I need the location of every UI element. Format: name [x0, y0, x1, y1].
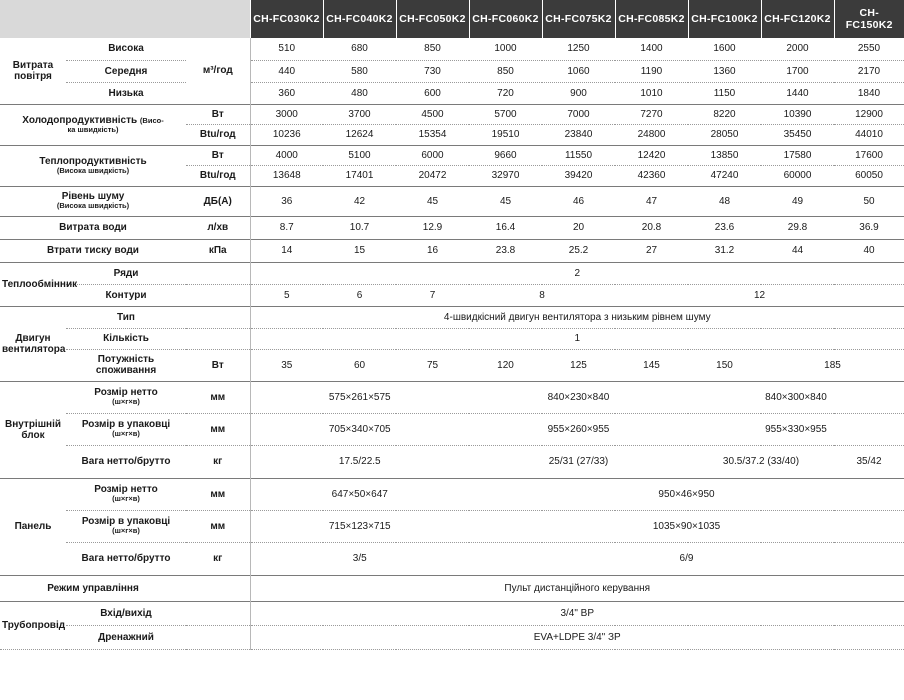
heating-btu-unit: Btu/год	[186, 165, 250, 186]
control-label: Режим управління	[0, 575, 186, 601]
cell: 1250	[542, 38, 615, 60]
cooling-btu-unit: Btu/год	[186, 124, 250, 145]
cell: 17.5/22.5	[250, 445, 469, 478]
empty-unit	[186, 601, 250, 625]
rows-label: Ряди	[66, 262, 186, 284]
table-row	[0, 145, 904, 165]
noise-label: Рівень шуму	[61, 191, 125, 203]
net-size-label: Розмір нетто	[94, 484, 158, 496]
cell: 1150	[688, 82, 761, 104]
heating-note: (Висока швидкість)	[56, 165, 130, 175]
cell: 35450	[761, 124, 834, 145]
cell: 31.2	[688, 239, 761, 262]
cell: 1440	[761, 82, 834, 104]
power-unit: Вт	[186, 349, 250, 381]
cell: 50	[834, 186, 904, 216]
cell: 2550	[834, 38, 904, 60]
net-size-label: Розмір нетто	[94, 387, 158, 399]
cell: 150	[688, 349, 761, 381]
cell: 3000	[250, 104, 323, 124]
cell: 17600	[834, 145, 904, 165]
cell: 7000	[542, 104, 615, 124]
empty-unit	[186, 328, 250, 349]
cell: 2000	[761, 38, 834, 60]
cell: 1060	[542, 60, 615, 82]
table-row	[0, 381, 904, 413]
mm-unit: мм	[186, 478, 250, 510]
cell: 60050	[834, 165, 904, 186]
circuits-label: Контури	[66, 284, 186, 306]
cell: 955×260×955	[469, 413, 688, 445]
cell: 647×50×647	[250, 478, 469, 510]
cell: 35	[250, 349, 323, 381]
cell: 705×340×705	[250, 413, 469, 445]
noise-note: (Висока швидкість)	[56, 201, 130, 211]
qty-label: Кількість	[66, 328, 186, 349]
cell: 5100	[323, 145, 396, 165]
cooling-label-cell	[0, 104, 186, 145]
net-size-label-cell	[66, 381, 186, 413]
cell: 5700	[469, 104, 542, 124]
dims-note: (ш×г×в)	[112, 429, 140, 439]
model-header: CH-FC060K2	[469, 0, 542, 38]
table-row	[0, 575, 904, 601]
cell: 75	[396, 349, 469, 381]
pressure-loss-unit: кПа	[186, 239, 250, 262]
cell: 1000	[469, 38, 542, 60]
weight-label: Вага нетто/брутто	[66, 445, 186, 478]
header-blank	[0, 0, 250, 38]
cooling-label: Холодопродуктивність	[22, 114, 138, 126]
cell: 120	[469, 349, 542, 381]
cell: 8	[469, 284, 615, 306]
table-row	[0, 445, 904, 478]
cell: 360	[250, 82, 323, 104]
pressure-loss-label: Втрати тиску води	[0, 239, 186, 262]
empty-unit	[186, 284, 250, 306]
cell: 1010	[615, 82, 688, 104]
airflow-label: Витрата повітря	[0, 38, 66, 104]
cell: 49	[761, 186, 834, 216]
cell: 42	[323, 186, 396, 216]
cell: 715×123×715	[250, 510, 469, 542]
cell: 730	[396, 60, 469, 82]
cell: 680	[323, 38, 396, 60]
cell: 575×261×575	[250, 381, 469, 413]
empty-unit	[186, 306, 250, 328]
cell: 6000	[396, 145, 469, 165]
cell: 440	[250, 60, 323, 82]
cell: 60	[323, 349, 396, 381]
cell: 40	[834, 239, 904, 262]
cell: 27	[615, 239, 688, 262]
cell: 6	[323, 284, 396, 306]
cell: 955×330×955	[688, 413, 904, 445]
cell: 29.8	[761, 216, 834, 239]
cell: 3/4" ВР	[250, 601, 904, 625]
cell: 44010	[834, 124, 904, 145]
cell: 2170	[834, 60, 904, 82]
cell: 12.9	[396, 216, 469, 239]
mm-unit: мм	[186, 381, 250, 413]
table-row	[0, 38, 904, 60]
table-row	[0, 478, 904, 510]
table-row	[0, 216, 904, 239]
cell: 17401	[323, 165, 396, 186]
cell: 16.4	[469, 216, 542, 239]
cell: 8.7	[250, 216, 323, 239]
cell: 5	[250, 284, 323, 306]
table-row	[0, 413, 904, 445]
cell: 42360	[615, 165, 688, 186]
cell: 25.2	[542, 239, 615, 262]
airflow-unit: м³/год	[186, 38, 250, 104]
kg-unit: кг	[186, 542, 250, 575]
model-header: CH-FC120K2	[761, 0, 834, 38]
cell: 1700	[761, 60, 834, 82]
cell: 20472	[396, 165, 469, 186]
cell: 2	[250, 262, 904, 284]
cell: 1035×90×1035	[469, 510, 904, 542]
cell: 125	[542, 349, 615, 381]
inout-label: Вхід/вихід	[66, 601, 186, 625]
mm-unit: мм	[186, 510, 250, 542]
cell: 1840	[834, 82, 904, 104]
model-header: CH-FC100K2	[688, 0, 761, 38]
cell: 25/31 (27/33)	[469, 445, 688, 478]
cell: 24800	[615, 124, 688, 145]
table-row	[0, 239, 904, 262]
airflow-medium-label: Середня	[66, 60, 186, 82]
cell: 14	[250, 239, 323, 262]
pkg-size-label: Розмір в упаковці	[81, 419, 171, 431]
cell: 47240	[688, 165, 761, 186]
water-flow-unit: л/хв	[186, 216, 250, 239]
piping-label: Трубопровід	[0, 601, 66, 649]
cell: 46	[542, 186, 615, 216]
empty-unit	[186, 575, 250, 601]
heating-w-unit: Вт	[186, 145, 250, 165]
model-header: CH-FC050K2	[396, 0, 469, 38]
airflow-high-label: Висока	[66, 38, 186, 60]
cell: 580	[323, 60, 396, 82]
weight-label: Вага нетто/брутто	[66, 542, 186, 575]
table-row	[0, 262, 904, 284]
table-row	[0, 306, 904, 328]
cell: 7270	[615, 104, 688, 124]
cell: 36	[250, 186, 323, 216]
table-row	[0, 510, 904, 542]
model-header: CH-FC030K2	[250, 0, 323, 38]
table-row	[0, 542, 904, 575]
heat-exchanger-label: Теплообмінник	[0, 262, 66, 306]
cell: 12420	[615, 145, 688, 165]
cell: 7	[396, 284, 469, 306]
cell: 950×46×950	[469, 478, 904, 510]
cell: 13850	[688, 145, 761, 165]
water-flow-label: Витрата води	[0, 216, 186, 239]
cell: 1	[250, 328, 904, 349]
table-row	[0, 186, 904, 216]
table-row	[0, 625, 904, 649]
cell: 36.9	[834, 216, 904, 239]
header-row	[0, 0, 904, 38]
noise-unit: ДБ(А)	[186, 186, 250, 216]
cell: 23.8	[469, 239, 542, 262]
cell: 4-швидкісний двигун вентилятора з низьким рівнем шуму	[250, 306, 904, 328]
dims-note: (ш×г×в)	[112, 397, 140, 407]
cell: 16	[396, 239, 469, 262]
model-header: CH-FC150K2	[834, 0, 904, 38]
kg-unit: кг	[186, 445, 250, 478]
airflow-low-label: Низька	[66, 82, 186, 104]
table-row	[0, 601, 904, 625]
cell: 35/42	[834, 445, 904, 478]
cell: 1360	[688, 60, 761, 82]
cell: 12900	[834, 104, 904, 124]
cell: 30.5/37.2 (33/40)	[688, 445, 834, 478]
model-header: CH-FC085K2	[615, 0, 688, 38]
table-row	[0, 104, 904, 124]
cell: 48	[688, 186, 761, 216]
table-row	[0, 328, 904, 349]
cell: 20.8	[615, 216, 688, 239]
cell: 47	[615, 186, 688, 216]
heating-label: Теплопродуктивність	[39, 155, 147, 167]
cell: 19510	[469, 124, 542, 145]
cell: 850	[396, 38, 469, 60]
cell: 12624	[323, 124, 396, 145]
cell: 15354	[396, 124, 469, 145]
table-row	[0, 60, 904, 82]
pkg-size-label: Розмір в упаковці	[81, 516, 171, 528]
empty-unit	[186, 625, 250, 649]
panel-label: Панель	[0, 478, 66, 575]
cell: 17580	[761, 145, 834, 165]
cell: 185	[761, 349, 904, 381]
cell: 720	[469, 82, 542, 104]
pkg-size-label-cell	[66, 413, 186, 445]
cell: 900	[542, 82, 615, 104]
cell: 28050	[688, 124, 761, 145]
cell: 20	[542, 216, 615, 239]
cell: 4000	[250, 145, 323, 165]
model-header: CH-FC040K2	[323, 0, 396, 38]
cell: 1600	[688, 38, 761, 60]
cell: 3700	[323, 104, 396, 124]
cell: 480	[323, 82, 396, 104]
cell: 10390	[761, 104, 834, 124]
empty-unit	[186, 262, 250, 284]
mm-unit: мм	[186, 413, 250, 445]
net-size-label-cell	[66, 478, 186, 510]
cell: 8220	[688, 104, 761, 124]
cell: 10.7	[323, 216, 396, 239]
cell: 44	[761, 239, 834, 262]
cell: 23840	[542, 124, 615, 145]
cooling-note-b: ка швидкість)	[67, 124, 119, 134]
cell: 840×300×840	[688, 381, 904, 413]
power-label: Потужність споживання	[66, 349, 186, 381]
cell: 10236	[250, 124, 323, 145]
fan-motor-label: Двигун вентилятора	[0, 306, 66, 381]
indoor-unit-label: Внутрішній блок	[0, 381, 66, 478]
dims-note: (ш×г×в)	[112, 526, 140, 536]
dims-note: (ш×г×в)	[112, 494, 140, 504]
cooling-note-a: (Висо-	[139, 115, 164, 125]
cell: Пульт дистанційного керування	[250, 575, 904, 601]
cell: 1190	[615, 60, 688, 82]
cell: 9660	[469, 145, 542, 165]
type-label: Тип	[66, 306, 186, 328]
cell: 12	[615, 284, 904, 306]
cell: EVA+LDPE 3/4" ЗР	[250, 625, 904, 649]
table-row	[0, 284, 904, 306]
cell: 510	[250, 38, 323, 60]
cell: 840×230×840	[469, 381, 688, 413]
cell: 6/9	[469, 542, 904, 575]
cell: 600	[396, 82, 469, 104]
cell: 45	[396, 186, 469, 216]
pkg-size-label-cell	[66, 510, 186, 542]
cell: 1400	[615, 38, 688, 60]
cell: 11550	[542, 145, 615, 165]
cell: 39420	[542, 165, 615, 186]
cell: 32970	[469, 165, 542, 186]
cell: 15	[323, 239, 396, 262]
heating-label-cell	[0, 145, 186, 186]
cell: 13648	[250, 165, 323, 186]
cell: 23.6	[688, 216, 761, 239]
cell: 3/5	[250, 542, 469, 575]
cell: 850	[469, 60, 542, 82]
cell: 60000	[761, 165, 834, 186]
noise-label-cell	[0, 186, 186, 216]
cell: 45	[469, 186, 542, 216]
drain-label: Дренажний	[66, 625, 186, 649]
cooling-w-unit: Вт	[186, 104, 250, 124]
cell: 4500	[396, 104, 469, 124]
table-row	[0, 349, 904, 381]
model-header: CH-FC075K2	[542, 0, 615, 38]
table-row	[0, 82, 904, 104]
cell: 145	[615, 349, 688, 381]
